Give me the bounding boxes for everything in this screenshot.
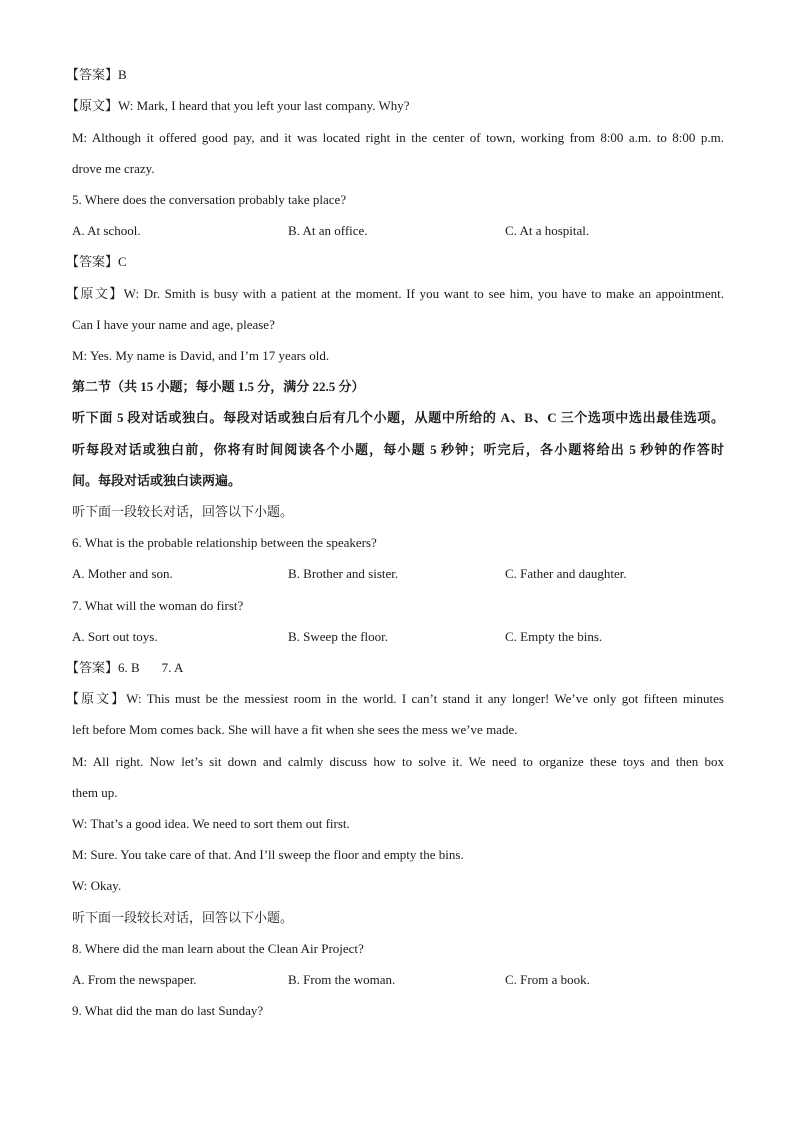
transcript-g1-line-6: M: Sure. You take care of that. And I’ll sweep the floor and empty the bins.	[72, 847, 464, 862]
answer-q4: 【答案】B	[66, 67, 127, 82]
option-a: A. From the newspaper.	[72, 972, 197, 987]
answer-q7: 7. A	[161, 660, 184, 675]
option-a: A. Mother and son.	[72, 566, 173, 581]
transcript-q5-line-2: Can I have your name and age, please?	[72, 317, 275, 332]
transcript-g1-line-2: left before Mom comes back. She will have a fit when she sees the mess we’ve made.	[72, 722, 518, 737]
group2-intro: 听下面一段较长对话，回答以下小题。	[72, 910, 294, 925]
answer-q5: 【答案】C	[66, 254, 127, 269]
options-q7	[72, 629, 724, 645]
options-q5	[72, 223, 724, 239]
option-c: C. Father and daughter.	[505, 566, 627, 581]
option-a: A. Sort out toys.	[72, 629, 158, 644]
option-c: C. At a hospital.	[505, 223, 590, 238]
question-5: 5. Where does the conversation probably take place?	[72, 192, 347, 207]
transcript-q4-line-2: M: Although it offered good pay, and it was located right in the center of town, working from 8:00 a.m. to 8:00 p.m.	[72, 130, 724, 145]
transcript-q5-line-3: M: Yes. My name is David, and I’m 17 years old.	[72, 348, 330, 363]
question-7: 7. What will the woman do first?	[72, 598, 244, 613]
option-a: A. At school.	[72, 223, 141, 238]
transcript-q4-line-3: drove me crazy.	[72, 161, 155, 176]
options-q6	[72, 566, 724, 582]
transcript-q4-line-1: 【原文】W: Mark, I heard that you left your last company. Why?	[66, 98, 410, 113]
section-instructions-line-2: 听每段对话或独白前，你将有时间阅读各个小题，每小题 5 秒钟；听完后，各小题将给出 5 秒钟的作答时	[72, 442, 724, 457]
question-6: 6. What is the probable relationship between the speakers?	[72, 535, 377, 550]
options-q8	[72, 972, 724, 988]
option-b: B. Brother and sister.	[288, 566, 399, 581]
transcript-g1-line-3: M: All right. Now let’s sit down and calmly discuss how to solve it. We need to organize these toys and then box	[72, 754, 724, 769]
answer-q6: 【答案】6. B	[66, 660, 140, 675]
option-b: B. From the woman.	[288, 972, 396, 987]
option-c: C. From a book.	[505, 972, 590, 987]
transcript-g1-line-5: W: That’s a good idea. We need to sort them out first.	[72, 816, 350, 831]
section-heading: 第二节（共 15 小题；每小题 1.5 分，满分 22.5 分）	[72, 379, 365, 394]
group1-intro: 听下面一段较长对话，回答以下小题。	[72, 504, 294, 519]
transcript-q5-line-1: 【原文】W: Dr. Smith is busy with a patient at the moment. If you want to see him, you have to make an appointment.	[66, 286, 724, 301]
question-9: 9. What did the man do last Sunday?	[72, 1003, 264, 1018]
section-instructions-line-3: 间。每段对话或独白读两遍。	[72, 473, 242, 488]
option-b: B. Sweep the floor.	[288, 629, 389, 644]
transcript-g1-line-7: W: Okay.	[72, 878, 122, 893]
option-c: C. Empty the bins.	[505, 629, 603, 644]
answer-q6-q7	[66, 660, 718, 676]
transcript-g1-line-4: them up.	[72, 785, 118, 800]
transcript-g1-line-1: 【原文】W: This must be the messiest room in the world. I can’t stand it any longer! We’ve only got fifteen minutes	[66, 691, 724, 706]
section-instructions-line-1: 听下面 5 段对话或独白。每段对话或独白后有几个小题，从题中所给的 A、B、C 三个选项中选出最佳选项。	[72, 410, 724, 425]
option-b: B. At an office.	[288, 223, 368, 238]
question-8: 8. Where did the man learn about the Clean Air Project?	[72, 941, 364, 956]
